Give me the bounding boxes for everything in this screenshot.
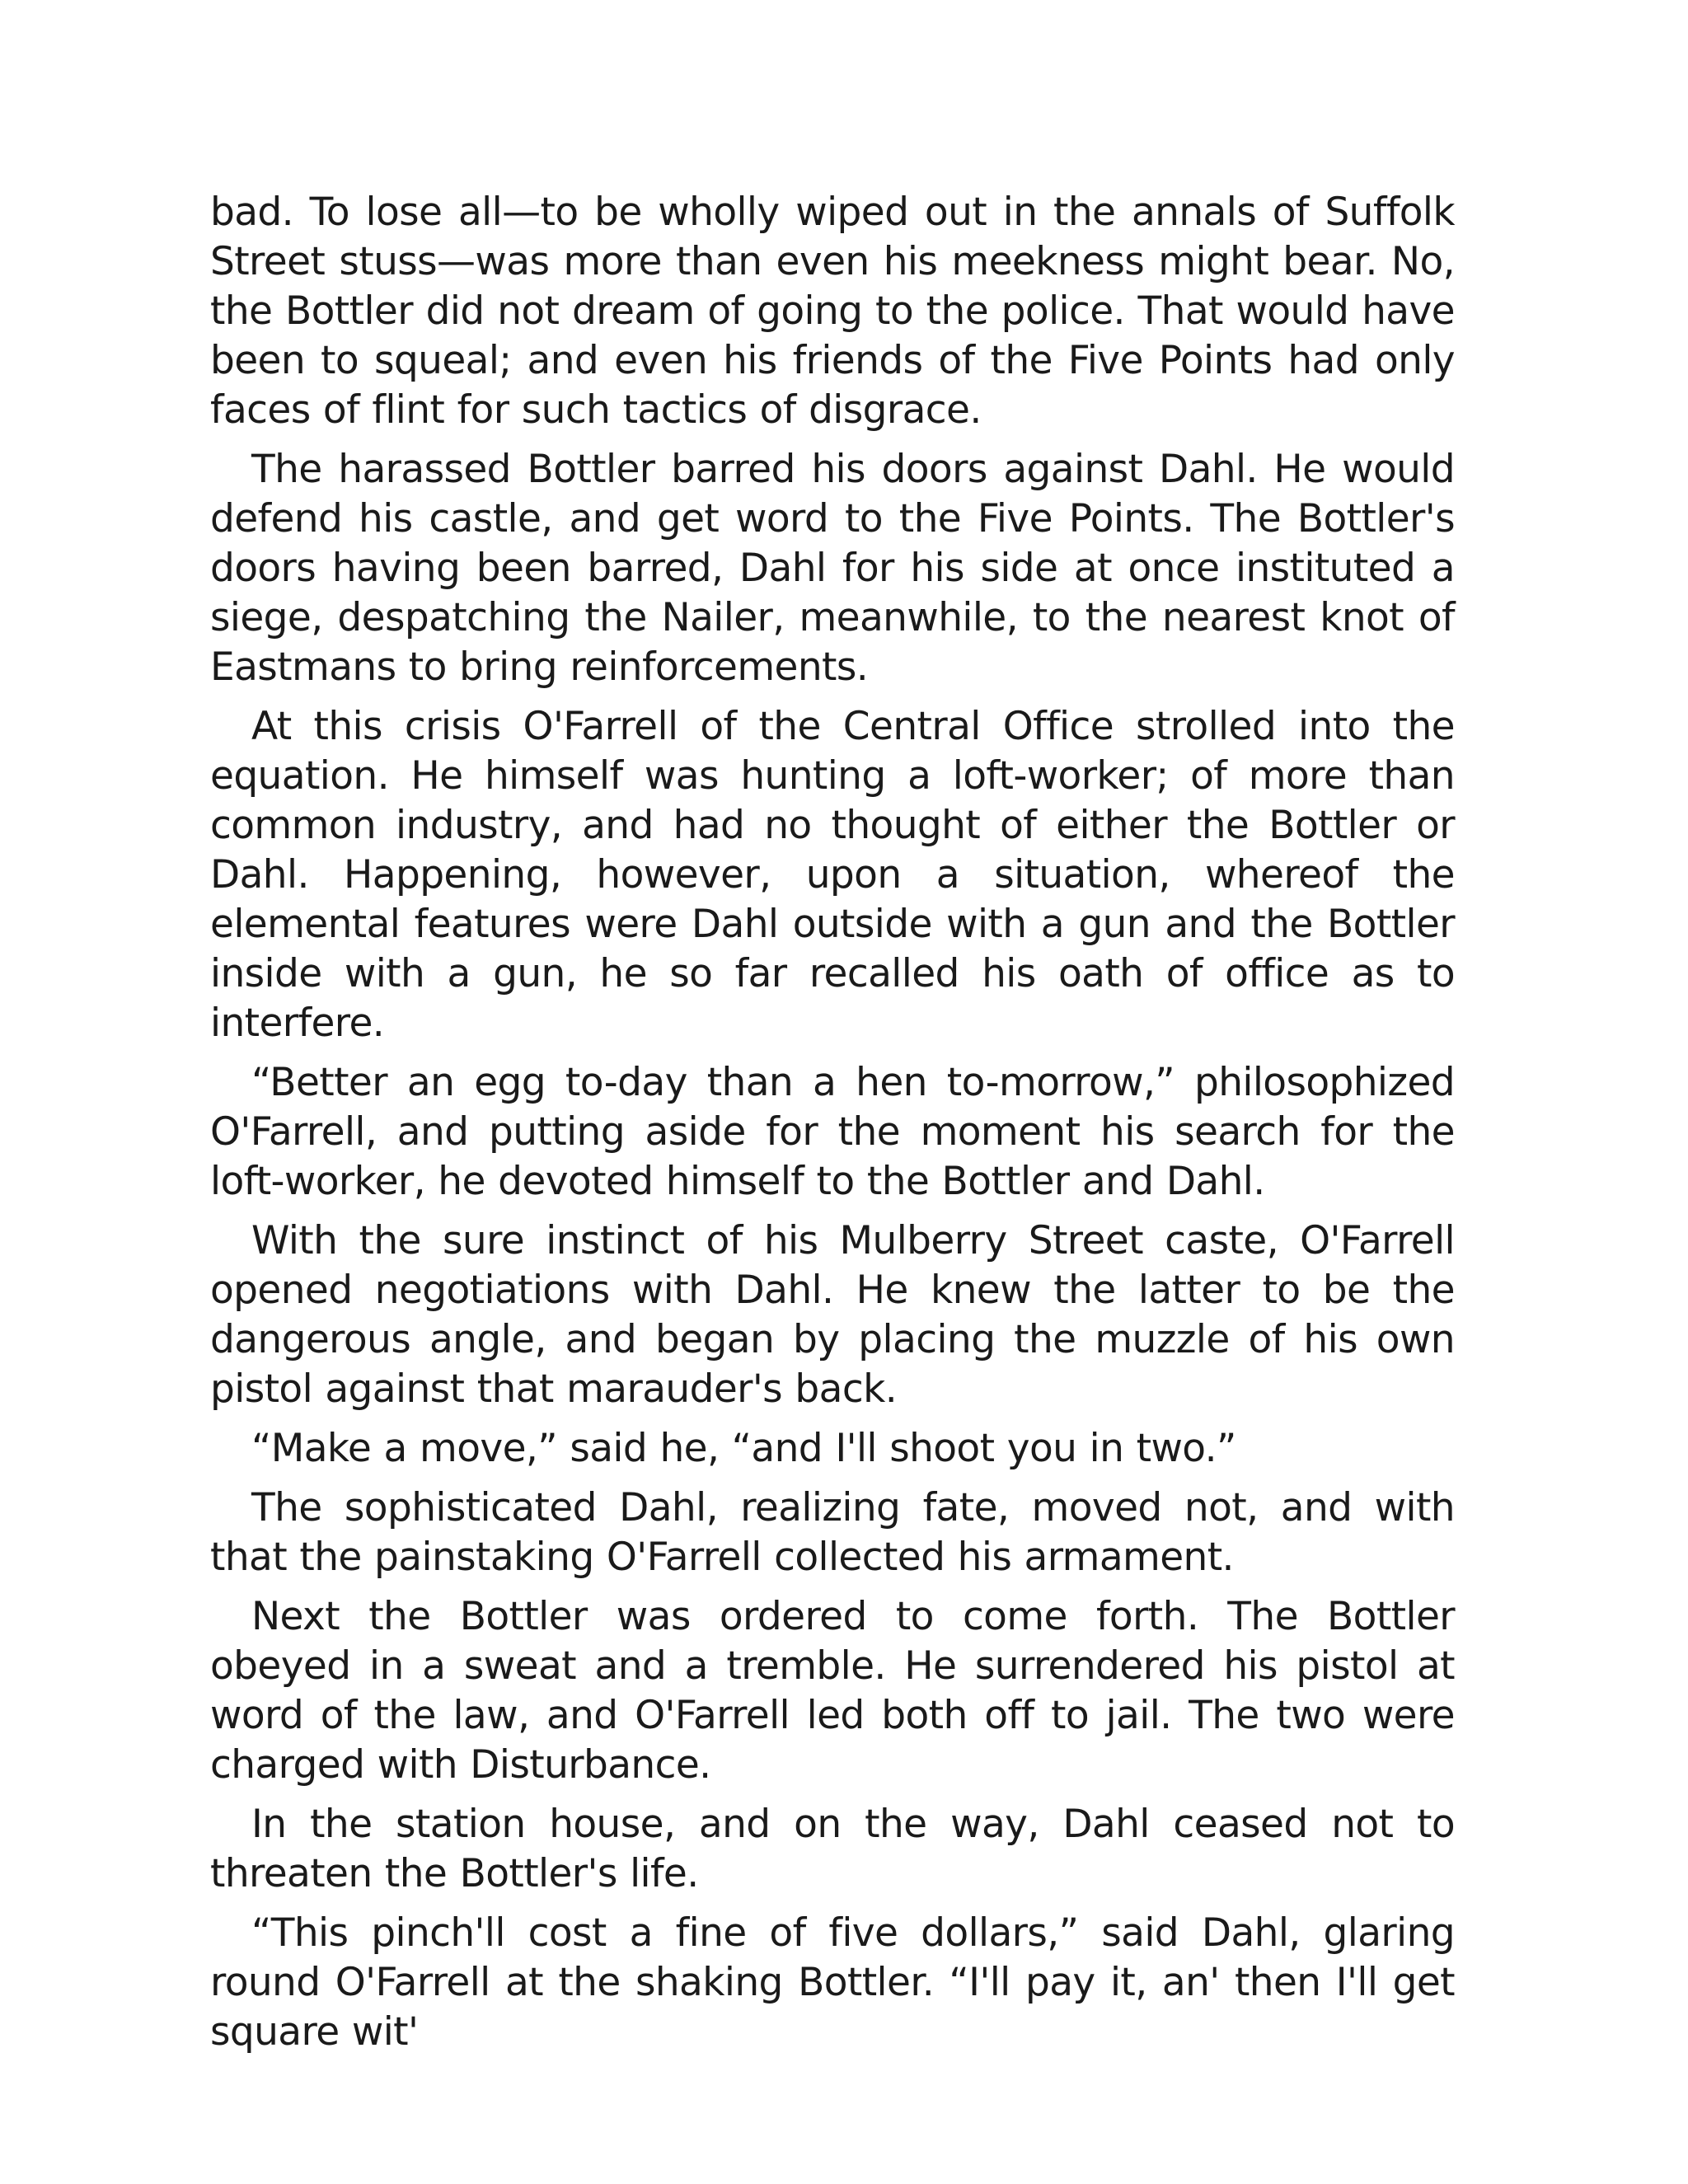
paragraph: The harassed Bottler barred his doors against Dahl. He would defend his castle, and get word to the Five Points. The Bottler's doors having been barred, Dahl for his side at once instituted a siege, despatching the Nailer, meanwhile, to the nearest knot of Eastmans to bring reinforcements. bbox=[210, 447, 1455, 690]
paragraph: At this crisis O'Farrell of the Central Office strolled into the equation. He himself was hunting a loft-worker; of more than common industry, and had no thought of either the Bottler or Dahl. Happening, however, upon a situation, whereof the elemental features were Dahl outside with a gun and the Bottler inside with a gun, he so far recalled his oath of office as to interfere. bbox=[210, 704, 1455, 1046]
paragraph: The sophisticated Dahl, realizing fate, moved not, and with that the painstaking O'Farrell collected his armament. bbox=[210, 1485, 1455, 1580]
paragraph: bad. To lose all—to be wholly wiped out in the annals of Suffolk Street stuss—was more than even his meekness might bear. No, the Bottler did not dream of going to the police. That would have been to squeal; and even his friends of the Five Points had only faces of flint for such tactics of disgrace. bbox=[210, 190, 1455, 433]
paragraph: “Better an egg to-day than a hen to-morrow,” philosophized O'Farrell, and putting aside for the moment his search for the loft-worker, he devoted himself to the Bottler and Dahl. bbox=[210, 1060, 1455, 1204]
paragraph: “Make a move,” said he, “and I'll shoot you in two.” bbox=[251, 1426, 1236, 1471]
paragraph: With the sure instinct of his Mulberry Street caste, O'Farrell opened negotiations with Dahl. He knew the latter to be the dangerous angle, and began by placing the muzzle of his own pistol against that marauder's back. bbox=[210, 1218, 1455, 1412]
paragraph: “This pinch'll cost a fine of five dollars,” said Dahl, glaring round O'Farrell at the shaking Bottler. “I'll pay it, an' then I'll get square wit' bbox=[210, 1910, 1455, 2055]
paragraph: Next the Bottler was ordered to come forth. The Bottler obeyed in a sweat and a tremble. He surrendered his pistol at word of the law, and O'Farrell led both off to jail. The two were charged with Disturbance. bbox=[210, 1594, 1455, 1788]
paragraph: In the station house, and on the way, Dahl ceased not to threaten the Bottler's life. bbox=[210, 1802, 1455, 1896]
book-page-text bbox=[210, 188, 1455, 2067]
